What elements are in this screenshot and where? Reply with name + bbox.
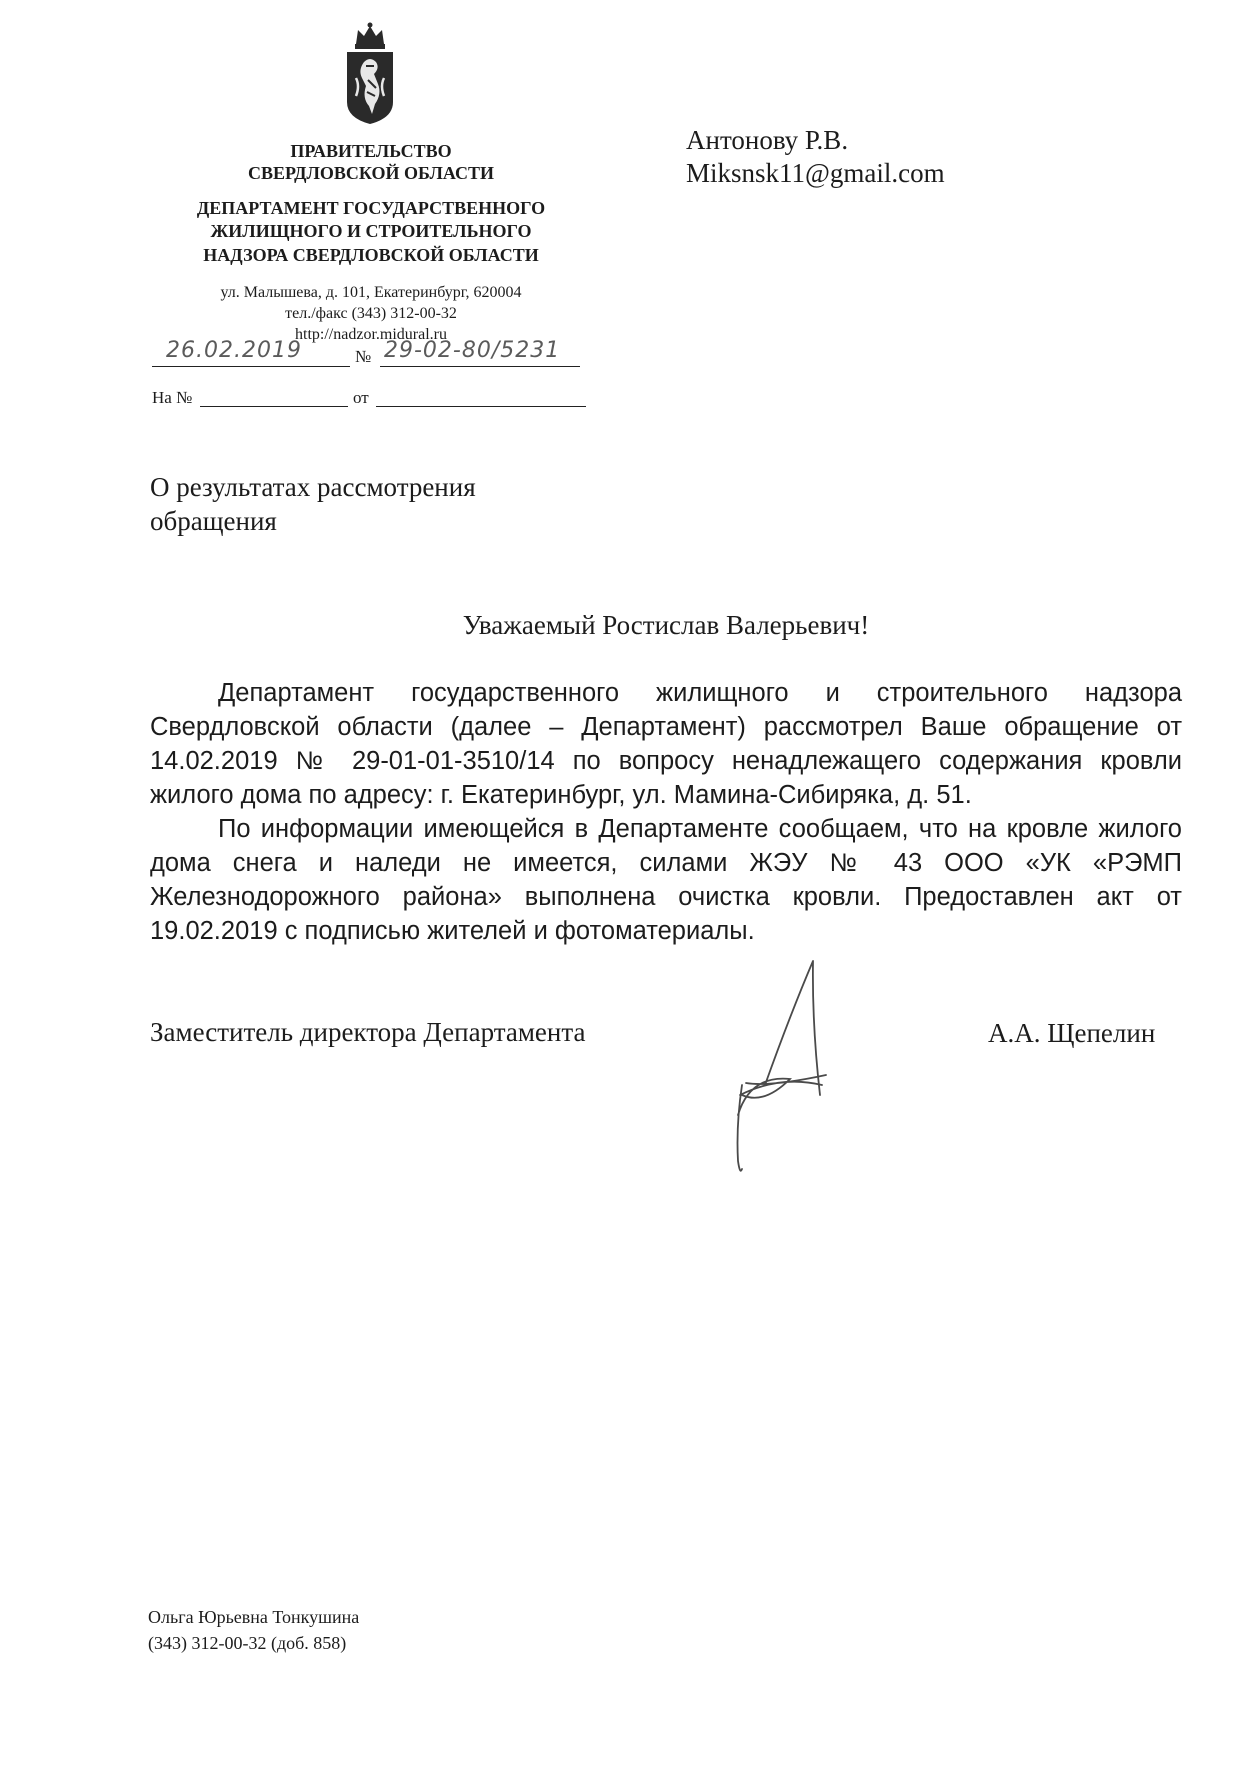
department-website: http://nadzor.midural.ru: [295, 326, 447, 343]
department-phone: тел./факс (343) 312-00-32: [285, 305, 457, 322]
outgoing-number-label: №: [355, 347, 372, 366]
number-underline: [380, 366, 580, 367]
org-name-line: СВЕРДЛОВСКОЙ ОБЛАСТИ: [248, 163, 494, 183]
body-paragraph: По информации имеющейся в Департаменте сообщаем, что на кровле жилого дома снега и наледи не имеется, силами ЖЭУ № 43 ООО «УК «РЭМП Железнодорожного района» выполнена очистка кровли. Предоставлен акт от 19.02.2019 с подписью жителей и фотоматериалы.: [150, 815, 1182, 945]
reference-number-label: На №: [152, 388, 193, 407]
org-name-line: ПРАВИТЕЛЬСТВО: [290, 141, 452, 161]
reference-date-label: от: [353, 388, 369, 407]
salutation: Уважаемый Ростислав Валерьевич!: [462, 610, 870, 640]
reference-number-underline: [200, 406, 348, 407]
body-paragraph: Департамент государственного жилищного и строительного надзора Свердловской области (далее – Департамент) рассмотрел Ваше обращение от 14.02.2019 № 29-01-01-3510/14 по вопросу ненадлежащего содержания кровли жилого дома по адресу: г. Екатеринбург, ул. Мамина-Сибиряка, д. 51.: [150, 679, 1182, 809]
executor-phone: (343) 312-00-32 (доб. 858): [148, 1633, 347, 1653]
addressee-name: Антонову Р.В.: [686, 125, 849, 155]
outgoing-date: 26.02.2019: [166, 338, 302, 363]
addressee-email: Miksnsk11@gmail.com: [686, 158, 945, 188]
department-name-line: ДЕПАРТАМЕНТ ГОСУДАРСТВЕННОГО: [196, 198, 546, 218]
department-address: ул. Малышева, д. 101, Екатеринбург, 620004: [220, 284, 522, 301]
coat-of-arms-icon: [342, 22, 398, 126]
reference-date-underline: [376, 406, 586, 407]
department-name-line: ЖИЛИЩНОГО И СТРОИТЕЛЬНОГО: [210, 221, 532, 241]
letter-subject: О результатах рассмотрения: [150, 472, 476, 502]
signatory-name: А.А. Щепелин: [988, 1018, 1156, 1048]
executor-name: Ольга Юрьевна Тонкушина: [148, 1607, 360, 1627]
department-name-line: НАДЗОРА СВЕРДЛОВСКОЙ ОБЛАСТИ: [203, 245, 539, 265]
handwritten-signature-icon: [730, 955, 850, 1175]
signatory-position: Заместитель директора Департамента: [150, 1017, 586, 1047]
date-underline: [152, 366, 350, 367]
outgoing-number: 29-02-80/5231: [384, 338, 561, 363]
letter-subject: обращения: [150, 506, 277, 536]
